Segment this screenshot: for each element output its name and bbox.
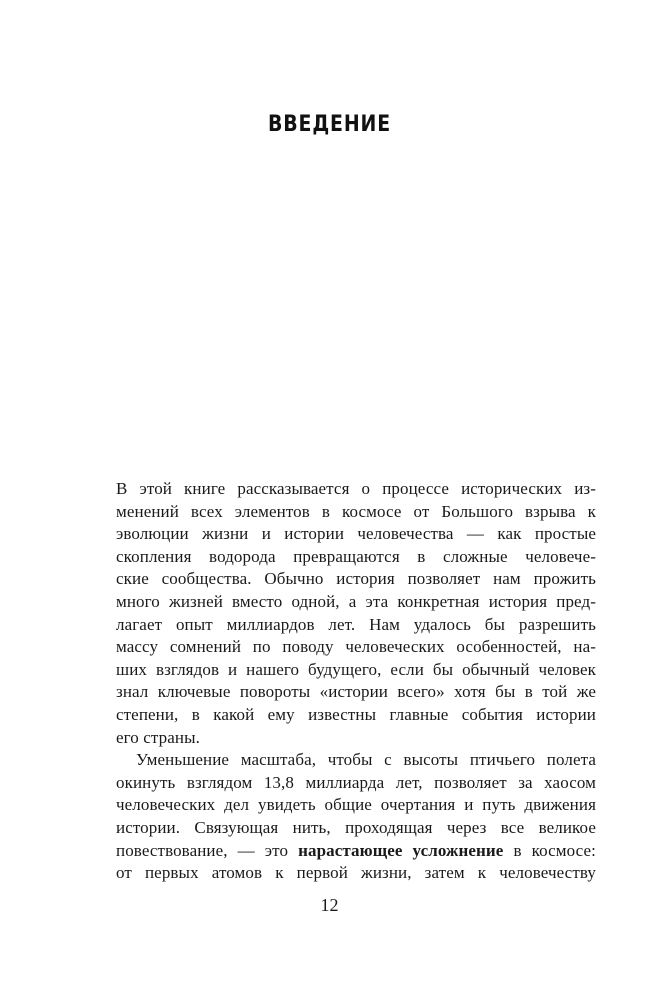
body-text — [116, 478, 596, 885]
text-line: В этой книге рассказывается о процессе исторических из- — [116, 479, 596, 498]
text-line: ших взглядов и нашего будущего, если бы обычный человек — [116, 659, 596, 679]
paragraph-2 — [116, 749, 596, 885]
paragraph-1 — [116, 478, 596, 749]
text-line-with-emphasis — [116, 840, 596, 863]
text-line: массу сомнений по поводу человеческих особенностей, на- — [116, 637, 596, 657]
emphasized-term: нарастающее усложнение — [298, 840, 504, 860]
text-fragment: в космосе: — [503, 840, 596, 860]
text-line: менений всех элементов в космосе от Большого взрыва к — [116, 501, 596, 521]
text-line: степени, в какой ему известны главные события истории — [116, 704, 596, 724]
text-line: много жизней вместо одной, а эта конкретная история пред- — [116, 591, 596, 611]
text-line: эволюции жизни и истории человечества — как простые — [116, 524, 596, 544]
text-fragment: повествование, — это — [116, 840, 299, 860]
text-line: его страны. — [116, 727, 200, 747]
text-line: от первых атомов к первой жизни, затем к человечеству — [116, 863, 596, 883]
text-line: истории. Связующая нить, проходящая через все великое — [116, 817, 596, 837]
text-line: окинуть взглядом 13,8 миллиарда лет, позволяет за хаосом — [116, 772, 596, 792]
text-line: лагает опыт миллиардов лет. Нам удалось бы разрешить — [116, 614, 596, 634]
text-line: ские сообщества. Обычно история позволяет нам прожить — [116, 569, 596, 589]
text-line: Уменьшение масштаба, чтобы с высоты птичьего полета — [136, 750, 596, 770]
page-number: 12 — [320, 895, 339, 915]
text-line: человеческих дел увидеть общие очертания и путь движения — [116, 795, 596, 815]
text-line: знал ключевые повороты «истории всего» хотя бы в той же — [116, 682, 596, 702]
chapter-title: ВВЕДЕНИЕ — [267, 112, 392, 137]
text-line: скопления водорода превращаются в сложные человече- — [116, 546, 596, 566]
